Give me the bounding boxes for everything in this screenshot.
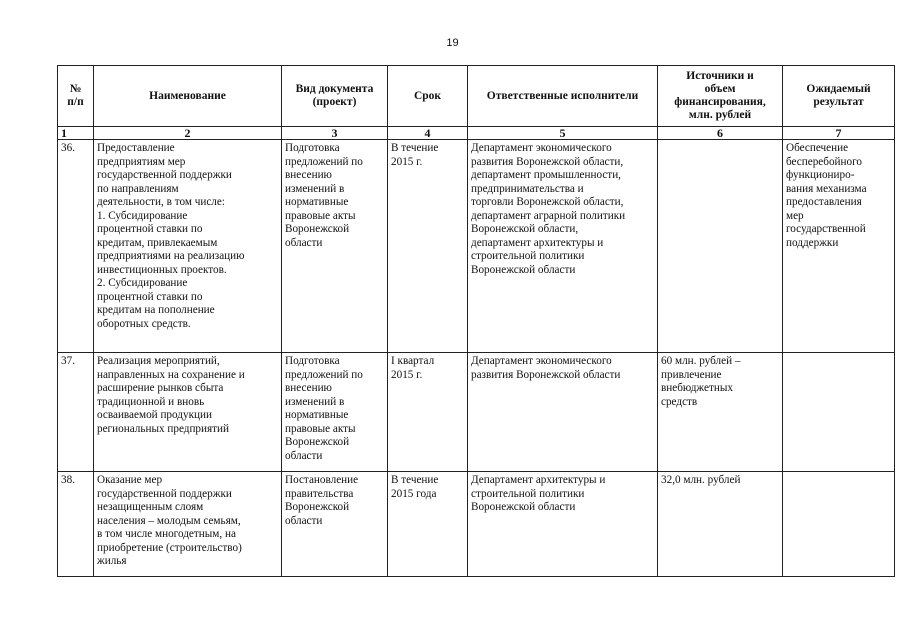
- column-number: 4: [388, 127, 468, 140]
- column-number: 3: [282, 127, 388, 140]
- column-number: 1: [58, 127, 94, 140]
- row-executors: Департамент архитектуры и строительной политики Воронежской области: [468, 472, 658, 577]
- header-document-type: Вид документа (проект): [282, 66, 388, 127]
- row-name: Оказание мер государственной поддержки незащищенным слоям населения – молодым семьям, в том числе многодетным, на приобретение (строительство) жилья: [94, 472, 282, 577]
- column-number: 5: [468, 127, 658, 140]
- row-financing: 32,0 млн. рублей: [658, 472, 783, 577]
- header-number: № п/п: [58, 66, 94, 127]
- header-name: Наименование: [94, 66, 282, 127]
- table-row: [58, 140, 895, 353]
- row-name: Реализация мероприятий, направленных на сохранение и расширение рынков сбыта традиционной и вновь осваиваемой продукции региональных предприятий: [94, 353, 282, 472]
- row-term: I квартал 2015 г.: [388, 353, 468, 472]
- column-number: 2: [94, 127, 282, 140]
- row-financing: 60 млн. рублей – привлечение внебюджетных средств: [658, 353, 783, 472]
- row-expected-result: [783, 472, 895, 577]
- table-row: [58, 472, 895, 577]
- row-name: Предоставление предприятиям мер государственной поддержки по направлениям деятельности, в том числе: 1. Субсидирование процентной ставки по кредитам, привлекаемым предприятиями на реализацию инвестиционных проектов. 2. Субсидирование процентной ставки по кредитам на пополнение оборотных средств.: [94, 140, 282, 353]
- row-document-type: Подготовка предложений по внесению изменений в нормативные правовые акты Воронежской области: [282, 353, 388, 472]
- plan-table: [57, 65, 895, 577]
- row-document-type: Подготовка предложений по внесению изменений в нормативные правовые акты Воронежской области: [282, 140, 388, 353]
- row-number: 37.: [58, 353, 94, 472]
- header-term: Срок: [388, 66, 468, 127]
- row-financing: [658, 140, 783, 353]
- row-executors: Департамент экономического развития Воронежской области: [468, 353, 658, 472]
- header-financing: Источники и объем финансирования, млн. рублей: [658, 66, 783, 127]
- page-number: 19: [446, 37, 459, 49]
- header-executors: Ответственные исполнители: [468, 66, 658, 127]
- row-expected-result: [783, 353, 895, 472]
- column-number: 7: [783, 127, 895, 140]
- header-expected-result: Ожидаемый результат: [783, 66, 895, 127]
- row-executors: Департамент экономического развития Воронежской области, департамент промышленности, предпринимательства и торговли Воронежской области, департамент аграрной политики Воронежской области, департамент архитектуры и строительной политики Воронежской области: [468, 140, 658, 353]
- row-document-type: Постановление правительства Воронежской области: [282, 472, 388, 577]
- row-term: В течение 2015 года: [388, 472, 468, 577]
- table-row: [58, 353, 895, 472]
- header-row: [58, 66, 895, 127]
- row-number: 36.: [58, 140, 94, 353]
- column-number-row: [58, 127, 895, 140]
- row-number: 38.: [58, 472, 94, 577]
- row-term: В течение 2015 г.: [388, 140, 468, 353]
- column-number: 6: [658, 127, 783, 140]
- row-expected-result: Обеспечение бесперебойного функциониро- вания механизма предоставления мер государственной поддержки: [783, 140, 895, 353]
